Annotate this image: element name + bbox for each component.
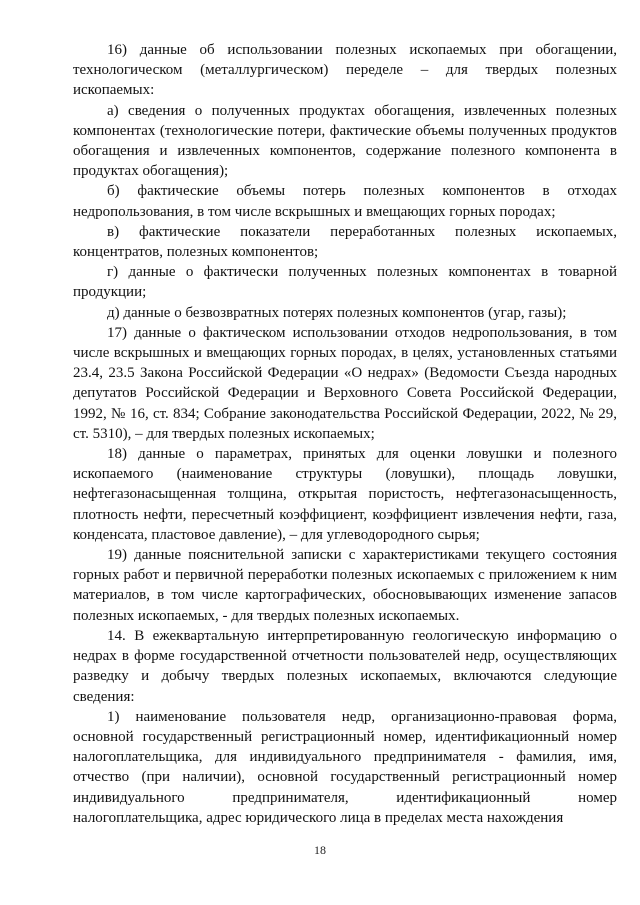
paragraph-16v: в) фактические показатели переработанных полезных ископаемых, концентратов, полезных компонентов; — [73, 223, 617, 261]
paragraph-16d: д) данные о безвозвратных потерях полезных компонентов (угар, газы); — [107, 304, 567, 321]
paragraph-16: 16) данные об использовании полезных ископаемых при обогащении, технологическом (металлургическом) переделе – для твердых полезных ископаемых: — [73, 42, 617, 99]
page-number: 18 — [314, 843, 326, 857]
document-body — [73, 40, 617, 828]
paragraph-19: 19) данные пояснительной записки с характеристиками текущего состояния горных работ и первичной переработки полезных ископаемых с приложением к ним материалов, в том числе картографических, обосновывающих изменение запасов полезных ископаемых, - для твердых полезных ископаемых. — [73, 547, 617, 624]
paragraph-16g: г) данные о фактически полученных полезных компонентах в товарной продукции; — [73, 264, 617, 301]
paragraph-16a: а) сведения о полученных продуктах обогащения, извлеченных полезных компонентах (технологические потери, фактические объемы полученных продуктов обогащения и извлеченных компонентов, содержание полезного компонента в продуктах обогащения); — [73, 102, 617, 180]
section-14: 14. В ежеквартальную интерпретированную геологическую информацию о недрах в форме государственной отчетности пользователей недр, осуществляющих разведку и добычу твердых полезных ископаемых, включаются следующие сведения: — [73, 627, 617, 705]
paragraph-17: 17) данные о фактическом использовании отходов недропользования, в том числе вскрышных и вмещающих горных породах, в целях, установленных статьями 23.4, 23.5 Закона Российской Федерации «О недрах» (Ведомости Съезда народных депутатов Российской Федерации и Верховного Совета Российской Федерации, 1992, № 16, ст. 834; Собрание законодательства Российской Федерации, 2022, № 29, ст. 5310), – для твердых полезных ископаемых; — [73, 324, 617, 442]
paragraph-18: 18) данные о параметрах, принятых для оценки ловушки и полезного ископаемого (наименование структуры (ловушки), площадь ловушки, нефтегазонасыщенная толщина, открытая пористость, нефтегазонасыщенность, плотность нефти, пересчетный коэффициент, коэффициент извлечения нефти, газа, конденсата, пластовое давление), – для углеводородного сырья; — [73, 446, 617, 543]
section-14-item-1: 1) наименование пользователя недр, организационно-правовая форма, основной государственный регистрационный номер, идентификационный номер налогоплательщика, для индивидуального предпринимателя - фамилия, имя, отчество (при наличии), основной государственный регистрационный номер индивидуального предпринимателя, идентификационный номер налогоплательщика, адрес юридического лица в пределах места нахождения — [73, 708, 617, 826]
paragraph-16b: б) фактические объемы потерь полезных компонентов в отходах недропользования, в том числе вскрышных и вмещающих горных породах; — [73, 183, 617, 220]
